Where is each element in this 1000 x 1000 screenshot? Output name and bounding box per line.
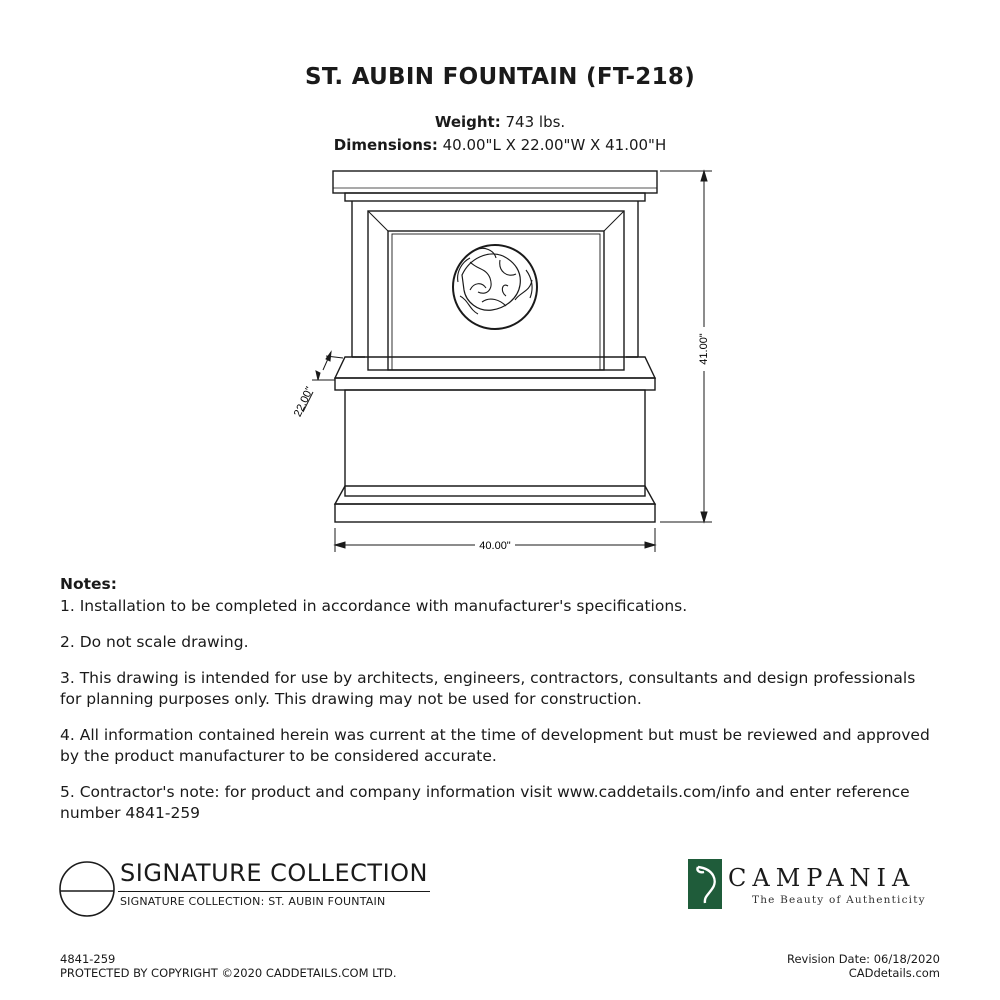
collection-title: SIGNATURE COLLECTION	[120, 859, 429, 887]
fountain-cap-band	[345, 193, 645, 201]
medallion-ornament	[453, 245, 537, 329]
notes-heading: Notes:	[60, 575, 117, 593]
note-item: 3. This drawing is intended for use by architects, engineers, contractors, consultants and design professionals for planning purposes only. This drawing may not be used for construction.	[60, 669, 916, 708]
footer-left	[60, 952, 397, 980]
fountain-upper-body	[352, 201, 638, 357]
width-label: 40.00"	[479, 539, 511, 552]
reference-number: 4841-259	[60, 952, 116, 966]
campania-logo-icon	[688, 859, 722, 909]
dimensions-value: 40.00"L X 22.00"W X 41.00"H	[442, 136, 667, 154]
collection-subtitle: SIGNATURE COLLECTION: ST. AUBIN FOUNTAIN	[120, 895, 386, 908]
notes-section	[60, 574, 940, 839]
brand-tagline: The Beauty of Authenticity	[752, 894, 926, 906]
fountain-top-cap	[333, 171, 657, 193]
copyright-notice: PROTECTED BY COPYRIGHT ©2020 CADDETAILS.COM LTD.	[60, 966, 397, 980]
dimensions-label: Dimensions:	[333, 136, 438, 154]
weight-value: 743 lbs.	[505, 113, 566, 131]
fountain-basin	[345, 390, 645, 496]
fountain-panel-frame	[368, 211, 624, 370]
height-label: 41.00"	[697, 333, 710, 365]
signature-collection-logo-icon	[58, 860, 116, 918]
collection-divider	[118, 891, 430, 892]
fountain-panel-inner	[388, 231, 604, 370]
fountain-base-chamfer	[335, 486, 655, 504]
footer-right	[787, 952, 940, 980]
note-item: 5. Contractor's note: for product and company information visit www.caddetails.com/info and enter reference number 4841-259	[60, 783, 910, 822]
brand-name: CAMPANIA	[728, 864, 916, 892]
depth-label: 22.00"	[291, 385, 316, 419]
note-item: 2. Do not scale drawing.	[60, 633, 249, 651]
page-title: ST. AUBIN FOUNTAIN (FT-218)	[304, 64, 696, 90]
site-link[interactable]: CADdetails.com	[848, 966, 940, 980]
note-item: 4. All information contained herein was current at the time of development but must be reviewed and approved by the product manufacturer to be considered accurate.	[60, 726, 930, 765]
note-item: 1. Installation to be completed in accordance with manufacturer's specifications.	[60, 597, 688, 615]
fountain-ledge	[335, 357, 655, 378]
fountain-ledge-band	[335, 378, 655, 390]
fountain-base	[335, 504, 655, 522]
revision-date: Revision Date: 06/18/2020	[786, 952, 940, 966]
weight-label: Weight:	[434, 113, 501, 131]
